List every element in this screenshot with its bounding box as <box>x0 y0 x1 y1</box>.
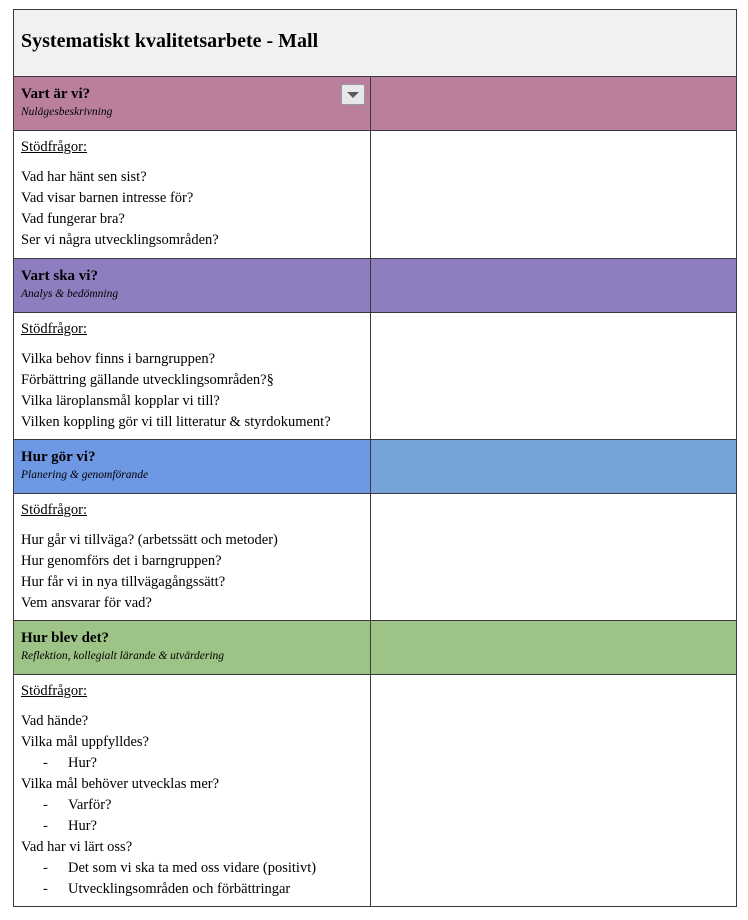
sub-question-item <box>21 858 316 879</box>
sub-question-text: Det som vi ska ta med oss vidare (positivt) <box>68 860 317 876</box>
question-item: Förbättring gällande utvecklingsområden?§ <box>21 372 274 388</box>
section-header-left-cell[interactable] <box>14 621 371 674</box>
question-item: Hur går vi tillväga? (arbetssätt och metoder) <box>21 532 278 548</box>
section-content-row <box>14 675 736 906</box>
section-heading: Vart ska vi? <box>21 268 98 284</box>
question-item: Vad hände? <box>21 713 89 729</box>
question-item: Vilka läroplansmål kopplar vi till? <box>21 393 220 409</box>
question-item: Hur genomförs det i barngruppen? <box>21 553 222 569</box>
answer-cell[interactable] <box>371 675 736 906</box>
section-content-row <box>14 494 736 621</box>
question-item: Vad fungerar bra? <box>21 211 125 227</box>
section-header-left-cell[interactable] <box>14 440 371 493</box>
answer-cell[interactable] <box>371 131 736 258</box>
answer-cell[interactable] <box>371 494 736 620</box>
question-item: Ser vi några utvecklingsområden? <box>21 232 219 248</box>
question-item: Vem ansvarar för vad? <box>21 595 152 611</box>
questions-cell[interactable] <box>14 675 371 906</box>
section-header-left-cell[interactable] <box>14 259 371 312</box>
dash-marker: - <box>43 881 48 897</box>
section-content-row <box>14 131 736 259</box>
question-item: Hur får vi in nya tillvägagångssätt? <box>21 574 226 590</box>
questions-cell[interactable] <box>14 131 371 258</box>
sub-question-item <box>21 795 316 816</box>
support-questions-label: Stödfrågor: <box>21 321 88 337</box>
question-list <box>21 167 219 251</box>
dropdown-button[interactable] <box>341 84 365 105</box>
sub-question-text: Varför? <box>68 797 112 813</box>
section-header-row <box>14 440 736 494</box>
section-header-row <box>14 77 736 131</box>
support-questions-label: Stödfrågor: <box>21 139 88 155</box>
question-item: Vilka mål uppfylldes? <box>21 734 149 750</box>
question-item: Vad visar barnen intresse för? <box>21 190 194 206</box>
question-list <box>21 349 331 433</box>
section-header-row <box>14 259 736 313</box>
title-row <box>14 10 736 77</box>
questions-cell[interactable] <box>14 494 371 620</box>
section-heading: Hur blev det? <box>21 630 110 646</box>
section-subheading: Reflektion, kollegialt lärande & utvärdering <box>21 650 225 662</box>
dash-marker: - <box>43 860 48 876</box>
answer-cell[interactable] <box>371 313 736 439</box>
section-heading: Hur gör vi? <box>21 449 96 465</box>
sub-question-item <box>21 816 316 837</box>
question-item: Vilka behov finns i barngruppen? <box>21 351 216 367</box>
question-item: Vad har vi lärt oss? <box>21 839 133 855</box>
questions-cell[interactable] <box>14 313 371 439</box>
section-content-row <box>14 313 736 440</box>
document-table <box>13 9 737 907</box>
document-title: Systematiskt kvalitetsarbete - Mall <box>21 30 319 52</box>
section-header-right-cell[interactable] <box>371 621 736 674</box>
section-header-right-cell[interactable] <box>371 77 736 130</box>
section-header-right-cell[interactable] <box>371 440 736 493</box>
question-list <box>21 711 316 900</box>
section-header-row <box>14 621 736 675</box>
section-header-left-cell[interactable] <box>14 77 371 130</box>
sub-question-text: Hur? <box>68 818 97 834</box>
question-item: Vad har hänt sen sist? <box>21 169 147 185</box>
section-header-right-cell[interactable] <box>371 259 736 312</box>
question-list <box>21 530 278 614</box>
sub-question-item <box>21 879 316 900</box>
question-item: Vilka mål behöver utvecklas mer? <box>21 776 220 792</box>
support-questions-label: Stödfrågor: <box>21 502 88 518</box>
section-subheading: Planering & genomförande <box>21 469 149 481</box>
sub-question-item <box>21 753 316 774</box>
chevron-down-icon <box>347 92 359 98</box>
sub-question-text: Hur? <box>68 755 97 771</box>
support-questions-label: Stödfrågor: <box>21 683 88 699</box>
dash-marker: - <box>43 818 48 834</box>
dash-marker: - <box>43 797 48 813</box>
section-subheading: Analys & bedömning <box>21 288 119 300</box>
dash-marker: - <box>43 755 48 771</box>
section-subheading: Nulägesbeskrivning <box>21 106 113 118</box>
question-item: Vilken koppling gör vi till litteratur & styrdokument? <box>21 414 331 430</box>
section-heading: Vart är vi? <box>21 86 91 102</box>
sub-question-text: Utvecklingsområden och förbättringar <box>68 881 291 897</box>
